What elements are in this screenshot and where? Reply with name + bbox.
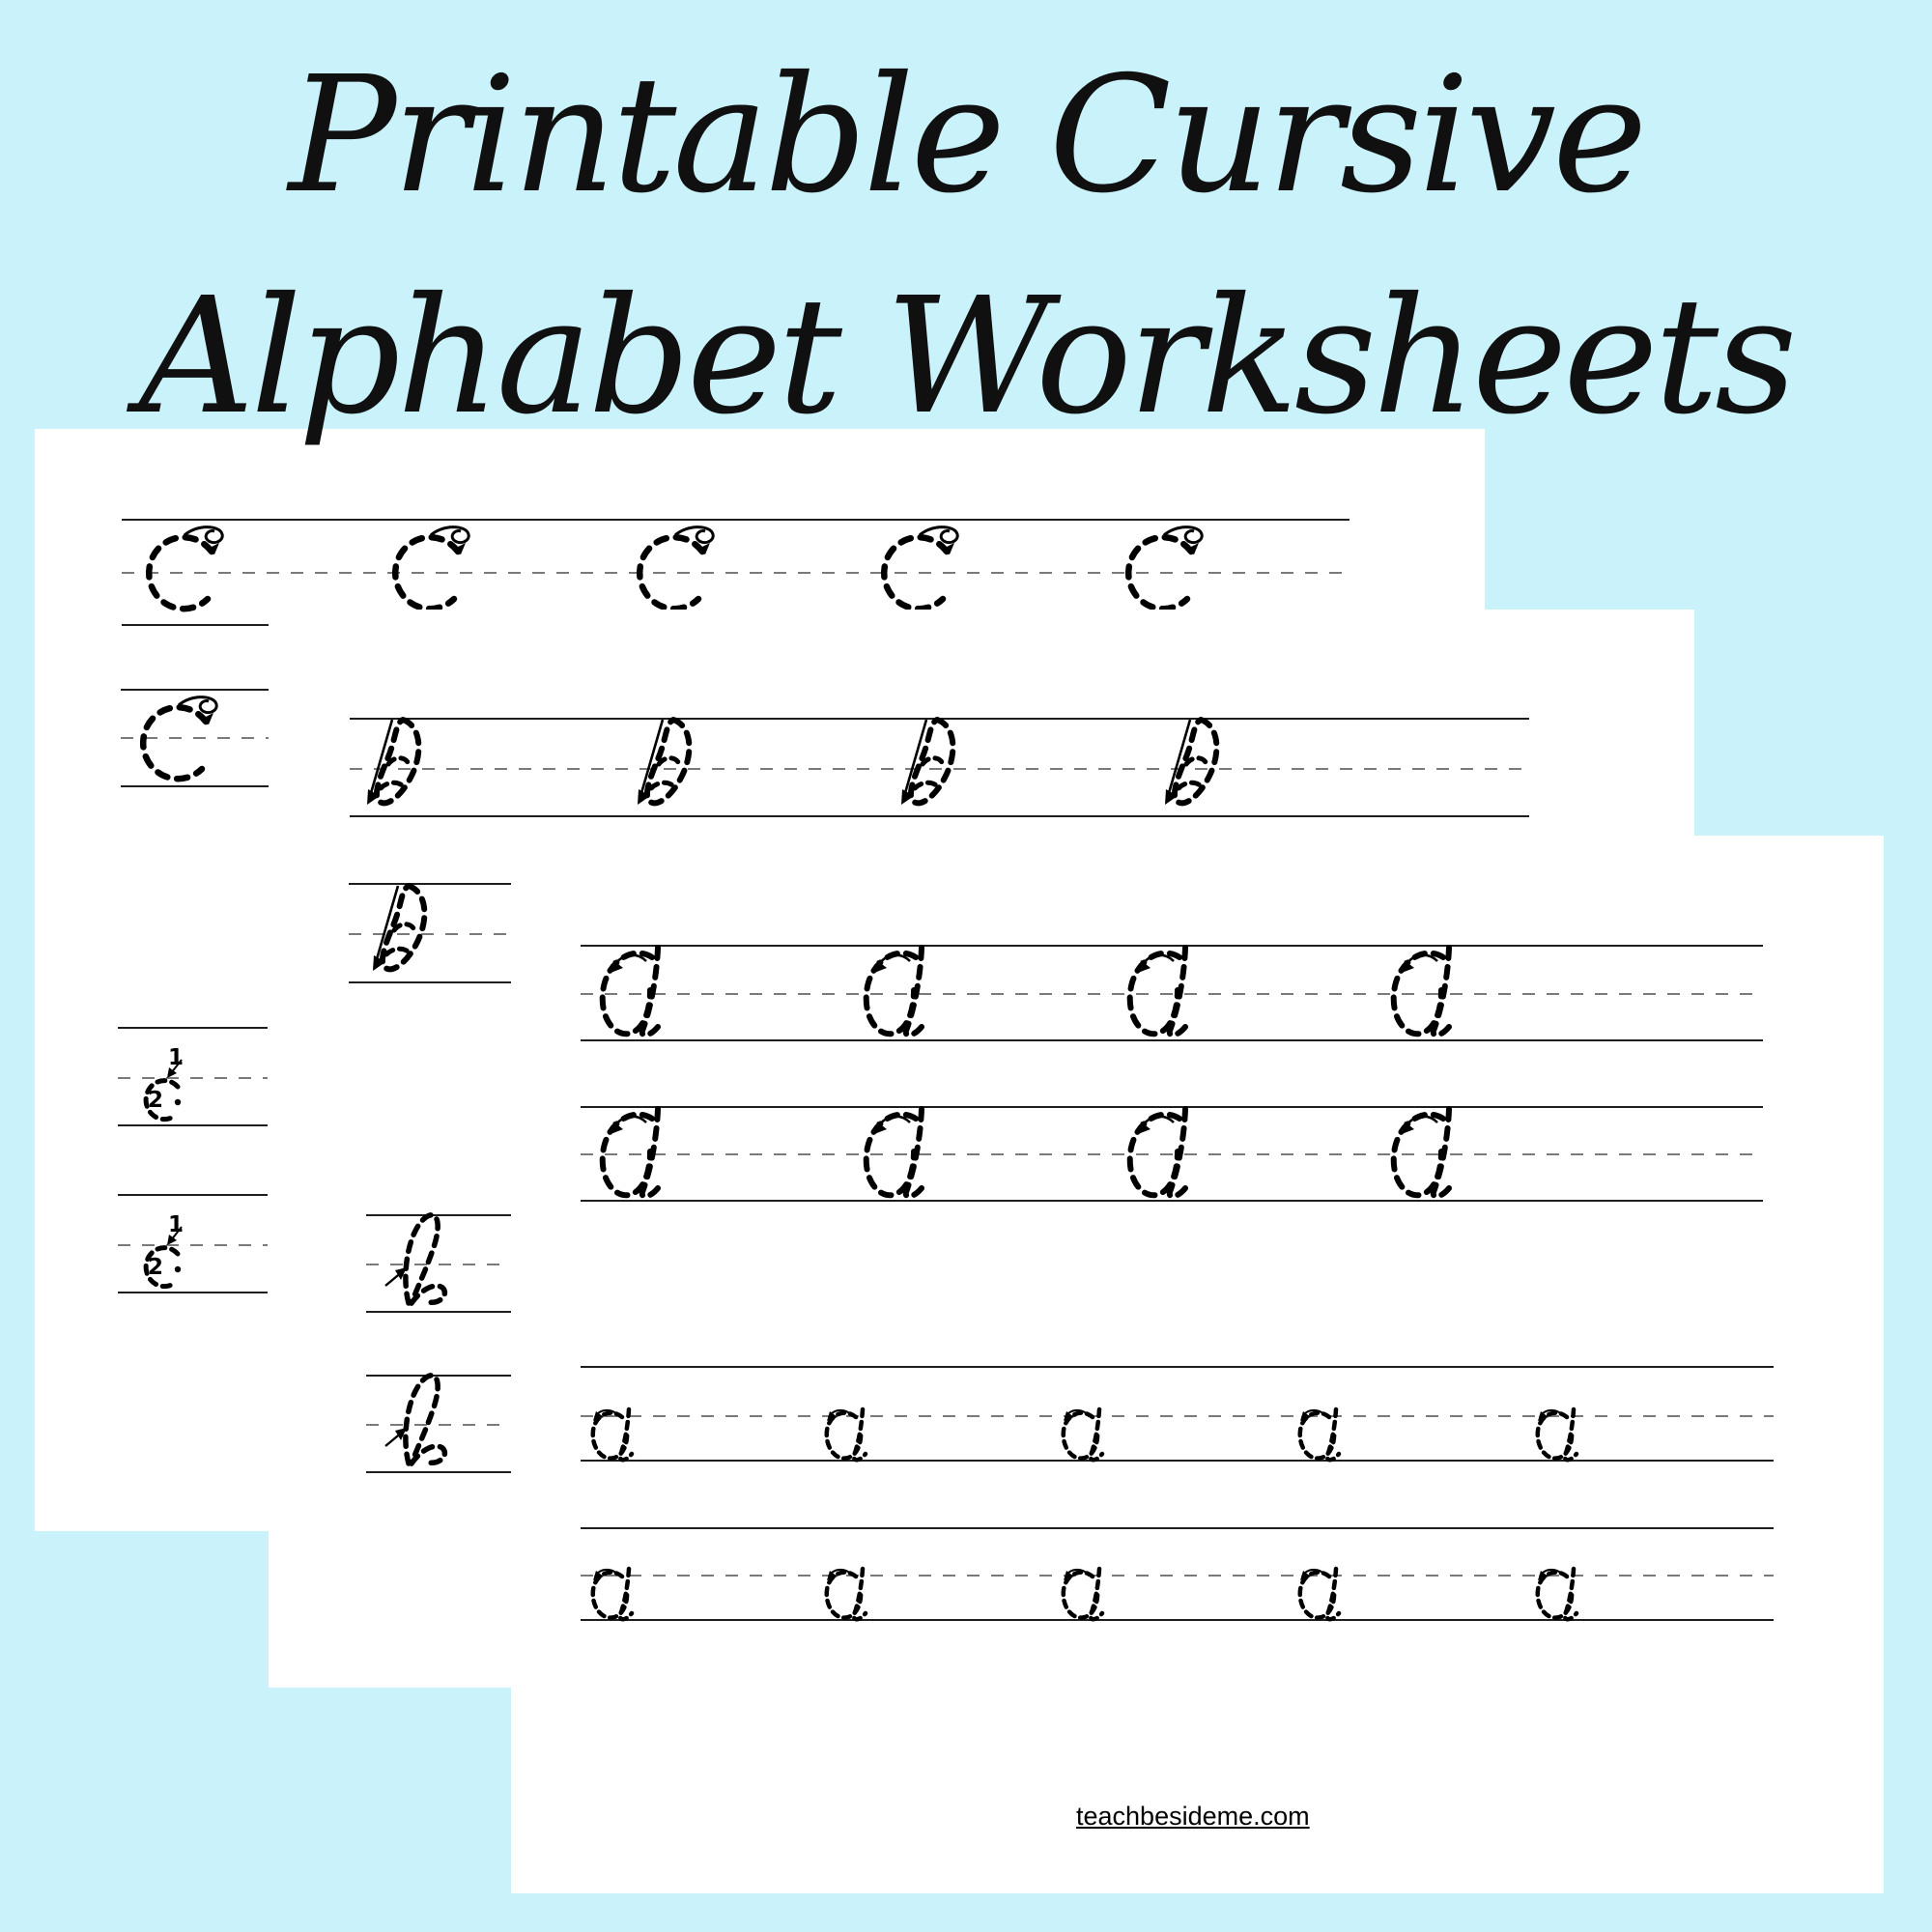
- guide-line-top: [581, 1527, 1774, 1529]
- guide-line-top: [118, 1194, 268, 1196]
- letter-a-trace: [583, 1404, 651, 1463]
- guide-line-top: [118, 1027, 268, 1029]
- title-line-2: Alphabet Worksheets: [138, 264, 1794, 451]
- letter-a-trace: [1378, 942, 1489, 1042]
- letter-B-trace: [882, 714, 988, 818]
- guide-line-top: [121, 689, 269, 691]
- stroke-number-1: 1: [168, 1212, 185, 1237]
- letter-a-trace: [817, 1563, 885, 1623]
- letter-a-trace: [850, 1103, 961, 1204]
- letter-C-trace: [127, 523, 242, 624]
- letter-a-trace: [1114, 942, 1225, 1042]
- letter-a-trace: [586, 942, 697, 1042]
- letter-a-trace: [1054, 1404, 1122, 1463]
- letter-C-trace: [121, 693, 237, 794]
- stroke-number-2: 2: [148, 1255, 164, 1280]
- worksheet-page-a: [511, 836, 1884, 1893]
- title-line-1: Printable Cursive: [288, 43, 1644, 229]
- guide-line-top: [122, 519, 1350, 521]
- letter-a-trace: [1528, 1563, 1596, 1623]
- stroke-number-1: 1: [168, 1045, 185, 1070]
- guide-line-bottom: [122, 624, 269, 626]
- letter-a-trace: [1114, 1103, 1225, 1204]
- stroke-number-2: 2: [148, 1088, 164, 1113]
- letter-a-trace: [1291, 1563, 1358, 1623]
- poster-title: [0, 25, 1932, 468]
- letter-B-trace: [354, 880, 460, 984]
- letter-a-trace: [1054, 1563, 1122, 1623]
- letter-a-trace: [1378, 1103, 1489, 1204]
- guide-line-top: [581, 1366, 1774, 1368]
- letter-B-trace: [348, 714, 454, 818]
- letter-a-trace: [850, 942, 961, 1042]
- letter-a-trace: [586, 1103, 697, 1204]
- letter-B-trace: [1146, 714, 1252, 818]
- letter-a-trace: [583, 1563, 651, 1623]
- letter-b-trace: [380, 1371, 471, 1473]
- letter-b-trace: [380, 1210, 471, 1313]
- letter-B-trace: [618, 714, 724, 818]
- website-link: teachbesideme.com: [1076, 1802, 1310, 1831]
- letter-a-trace: [817, 1404, 885, 1463]
- letter-a-trace: [1291, 1404, 1358, 1463]
- letter-a-trace: [1528, 1404, 1596, 1463]
